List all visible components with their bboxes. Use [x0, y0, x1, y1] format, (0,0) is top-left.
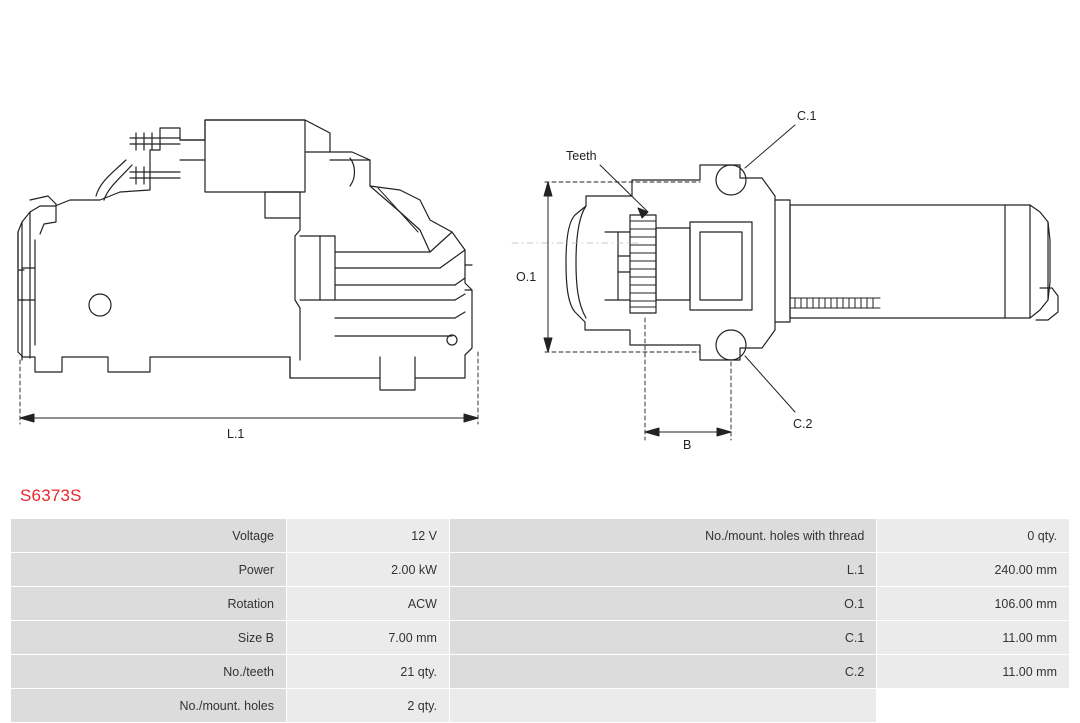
- label-o1: O.1: [516, 270, 537, 284]
- table-row: [11, 587, 1070, 621]
- spec-empty-label: [449, 689, 876, 723]
- label-l1: L.1: [227, 427, 245, 441]
- spec-label: C.2: [449, 655, 876, 689]
- spec-value: 2 qty.: [287, 689, 450, 723]
- label-b: B: [683, 438, 692, 452]
- spec-label: No./teeth: [11, 655, 287, 689]
- starter-side-view: [18, 120, 478, 424]
- spec-value: 11.00 mm: [877, 621, 1070, 655]
- label-teeth: Teeth: [566, 149, 597, 163]
- spec-label: Size B: [11, 621, 287, 655]
- spec-value: 0 qty.: [877, 519, 1070, 553]
- spec-value: ACW: [287, 587, 450, 621]
- spec-label: Voltage: [11, 519, 287, 553]
- spec-label: L.1: [449, 553, 876, 587]
- spec-value: 7.00 mm: [287, 621, 450, 655]
- spec-label: Power: [11, 553, 287, 587]
- part-code: S6373S: [20, 486, 82, 505]
- spec-label: No./mount. holes: [11, 689, 287, 723]
- starter-front-view: [512, 125, 1058, 440]
- spec-label: No./mount. holes with thread: [449, 519, 876, 553]
- spec-value: 240.00 mm: [877, 553, 1070, 587]
- table-row: [11, 621, 1070, 655]
- table-row: [11, 655, 1070, 689]
- table-row: [11, 689, 1070, 723]
- spec-value: 11.00 mm: [877, 655, 1070, 689]
- specifications-table: [10, 518, 1070, 723]
- spec-label: C.1: [449, 621, 876, 655]
- spec-label: Rotation: [11, 587, 287, 621]
- table-row: [11, 553, 1070, 587]
- spec-value: 2.00 kW: [287, 553, 450, 587]
- label-c2: C.2: [793, 417, 813, 431]
- spec-value: 12 V: [287, 519, 450, 553]
- label-c1: C.1: [797, 109, 817, 123]
- spec-value: 106.00 mm: [877, 587, 1070, 621]
- spec-label: O.1: [449, 587, 876, 621]
- spec-value: 21 qty.: [287, 655, 450, 689]
- table-row: [11, 519, 1070, 553]
- spec-empty-value: [877, 689, 1070, 723]
